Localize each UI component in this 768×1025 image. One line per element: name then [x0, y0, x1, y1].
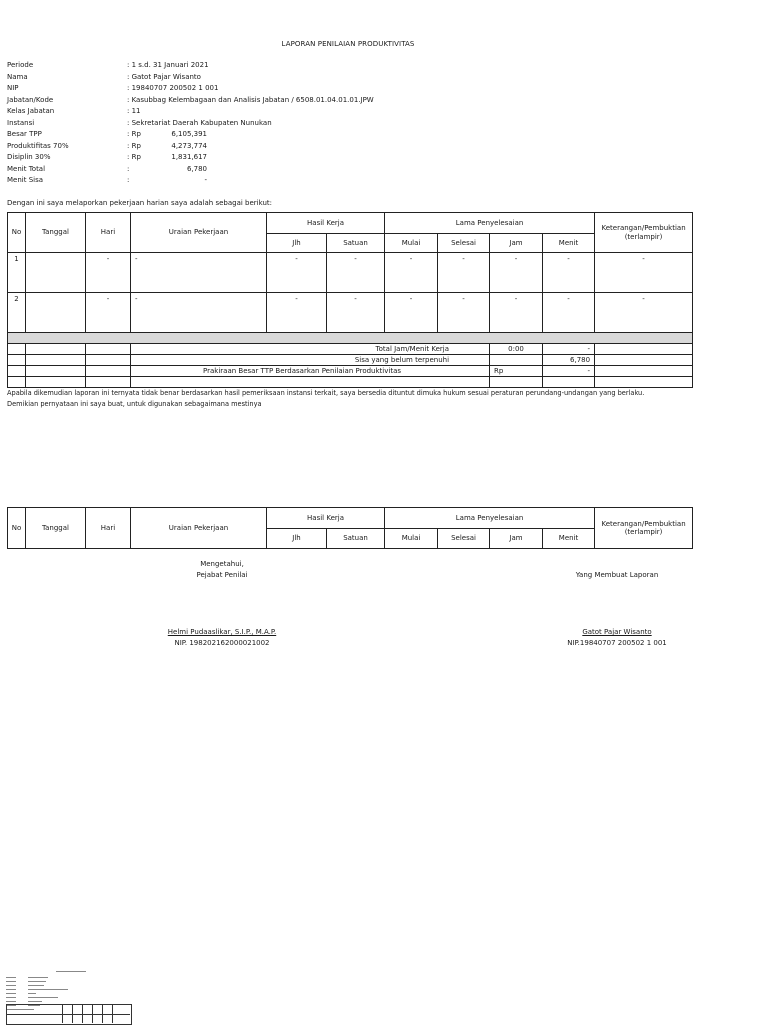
summary-empty	[595, 355, 693, 366]
table-header-row	[8, 508, 693, 529]
summary-empty	[86, 355, 131, 366]
report-table-repeat	[7, 507, 693, 549]
cell-keterangan: -	[595, 253, 693, 293]
cell-uraian: -	[131, 293, 267, 333]
cell-mulai: -	[385, 293, 438, 333]
header-hasil-kerja: Hasil Kerja	[267, 213, 385, 234]
amount-value: 6,105,391	[171, 130, 207, 138]
summary-total-menit: -	[543, 344, 595, 355]
summary-prakiraan-label: Prakiraan Besar TTP Berdasarkan Penilaian Produktivitas	[131, 366, 490, 377]
signature-left-nip: NIP. 198202162000021002	[174, 639, 270, 647]
cell-tanggal	[26, 293, 86, 333]
header-hasil-kerja: Hasil Kerja	[267, 508, 385, 529]
summary-empty	[8, 366, 26, 377]
amount-label: Menit Sisa	[7, 176, 44, 184]
header-satuan: Satuan	[327, 529, 385, 549]
header-lama-penyelesaian: Lama Penyelesaian	[385, 508, 595, 529]
summary-prakiraan-value: -	[543, 366, 595, 377]
summary-row-blank	[8, 377, 693, 388]
cell-no: 1	[8, 253, 26, 293]
summary-empty	[490, 355, 543, 366]
signature-right-name: Gatot Pajar Wisanto	[582, 628, 652, 636]
cell-selesai: -	[438, 293, 490, 333]
summary-empty	[86, 377, 131, 388]
amount-label: Produktifitas 70%	[7, 141, 69, 150]
info-label: Periode	[7, 61, 34, 69]
report-table	[7, 212, 693, 388]
summary-empty	[86, 344, 131, 355]
header-keterangan: Keterangan/Pembuktian (terlampir)	[595, 508, 693, 549]
summary-empty	[543, 377, 595, 388]
header-no: No	[8, 508, 26, 549]
signature-right-nip: NIP.19840707 200502 1 001	[567, 639, 667, 647]
info-label: Kelas Jabatan	[7, 107, 55, 115]
header-uraian: Uraian Pekerjaan	[131, 508, 267, 549]
signature-left-name: Helmi Pudaaslikar, S.I.P., M.A.P.	[167, 628, 277, 636]
header-menit: Menit	[543, 234, 595, 253]
info-label: NIP	[7, 84, 19, 92]
cell-menit: -	[543, 253, 595, 293]
cell-keterangan: -	[595, 293, 693, 333]
amount-value: 1,831,617	[171, 153, 207, 161]
summary-empty	[8, 344, 26, 355]
header-satuan: Satuan	[327, 234, 385, 253]
cell-no: 2	[8, 293, 26, 333]
cell-mulai: -	[385, 253, 438, 293]
summary-empty	[8, 355, 26, 366]
amount-label: Disiplin 30%	[7, 153, 51, 161]
summary-empty	[595, 377, 693, 388]
cell-selesai: -	[438, 253, 490, 293]
summary-empty	[131, 377, 490, 388]
header-tanggal: Tanggal	[26, 508, 86, 549]
cell-hari: -	[86, 253, 131, 293]
header-keterangan: Keterangan/Pembuktian (terlampir)	[595, 213, 693, 253]
intro-text: Dengan ini saya melaporkan pekerjaan harian saya adalah sebagai berikut:	[7, 199, 272, 207]
summary-empty	[26, 377, 86, 388]
info-value: : Sekretariat Daerah Kabupaten Nunukan	[127, 118, 272, 127]
signature-right-line: Yang Membuat Laporan	[575, 571, 659, 579]
amount-prefix: : Rp	[127, 130, 141, 138]
grey-divider-row	[8, 333, 693, 344]
table-row	[8, 293, 693, 333]
header-hari: Hari	[86, 213, 131, 253]
amount-value: 4,273,774	[171, 141, 207, 150]
summary-row-sisa	[8, 355, 693, 366]
page-thumbnail[interactable]	[6, 968, 132, 1024]
header-jam: Jam	[490, 529, 543, 549]
header-lama-penyelesaian: Lama Penyelesaian	[385, 213, 595, 234]
summary-sisa-menit: 6,780	[543, 355, 595, 366]
cell-satuan: -	[327, 253, 385, 293]
header-jam: Jam	[490, 234, 543, 253]
cell-satuan: -	[327, 293, 385, 333]
cell-jlh: -	[267, 293, 327, 333]
amount-label: Menit Total	[7, 164, 46, 173]
header-mulai: Mulai	[385, 234, 438, 253]
summary-prakiraan-rp: Rp	[490, 366, 543, 377]
header-selesai: Selesai	[438, 529, 490, 549]
summary-total-jam: 0:00	[490, 344, 543, 355]
cell-tanggal	[26, 253, 86, 293]
amount-value: -	[204, 176, 207, 184]
summary-empty	[595, 344, 693, 355]
header-mulai: Mulai	[385, 529, 438, 549]
header-uraian: Uraian Pekerjaan	[131, 213, 267, 253]
signature-left-line2: Pejabat Penilai	[196, 571, 248, 579]
amount-prefix: : Rp	[127, 141, 141, 150]
disclaimer-text: Apabila dikemudian laporan ini ternyata tidak benar berdasarkan hasil pemeriksaan instansi terkait, saya bersedia dituntut dimuka hukum sesuai peraturan perundang-undangan yang berlaku.	[7, 389, 645, 397]
amount-prefix: :	[127, 164, 130, 173]
info-value: : 1 s.d. 31 Januari 2021	[127, 61, 209, 69]
cell-menit: -	[543, 293, 595, 333]
table-header-row	[8, 213, 693, 234]
info-value: : Kasubbag Kelembagaan dan Analisis Jabatan / 6508.01.04.01.01.JPW	[127, 95, 374, 104]
summary-sisa-label: Sisa yang belum terpenuhi	[131, 355, 490, 366]
summary-total-label: Total Jam/Menit Kerja	[131, 344, 490, 355]
info-value: : 19840707 200502 1 001	[127, 84, 219, 92]
header-menit: Menit	[543, 529, 595, 549]
header-no: No	[8, 213, 26, 253]
summary-empty	[26, 355, 86, 366]
header-selesai: Selesai	[438, 234, 490, 253]
amount-label: Besar TPP	[7, 130, 42, 138]
cell-jam: -	[490, 293, 543, 333]
signature-left-line1: Mengetahui,	[200, 560, 244, 568]
summary-empty	[490, 377, 543, 388]
cell-jlh: -	[267, 253, 327, 293]
info-value: : 11	[127, 107, 141, 115]
summary-row-total	[8, 344, 693, 355]
table-row	[8, 253, 693, 293]
grey-divider	[8, 333, 693, 344]
summary-empty	[86, 366, 131, 377]
info-label: Jabatan/Kode	[7, 95, 54, 104]
cell-uraian: -	[131, 253, 267, 293]
amount-value: 6,780	[186, 164, 207, 173]
closing-text: Demikian pernyataan ini saya buat, untuk digunakan sebagaimana mestinya	[7, 400, 262, 408]
summary-row-prakiraan	[8, 366, 693, 377]
summary-empty	[26, 366, 86, 377]
summary-empty	[595, 366, 693, 377]
info-value: : Gatot Pajar Wisanto	[127, 72, 201, 81]
info-label: Nama	[7, 72, 28, 81]
header-jlh: Jlh	[267, 529, 327, 549]
header-tanggal: Tanggal	[26, 213, 86, 253]
amount-prefix: :	[127, 176, 130, 184]
header-jlh: Jlh	[267, 234, 327, 253]
cell-hari: -	[86, 293, 131, 333]
amount-prefix: : Rp	[127, 153, 141, 161]
cell-jam: -	[490, 253, 543, 293]
header-hari: Hari	[86, 508, 131, 549]
summary-empty	[8, 377, 26, 388]
info-label: Instansi	[7, 118, 35, 127]
summary-empty	[26, 344, 86, 355]
page-title: LAPORAN PENILAIAN PRODUKTIVITAS	[281, 40, 415, 48]
